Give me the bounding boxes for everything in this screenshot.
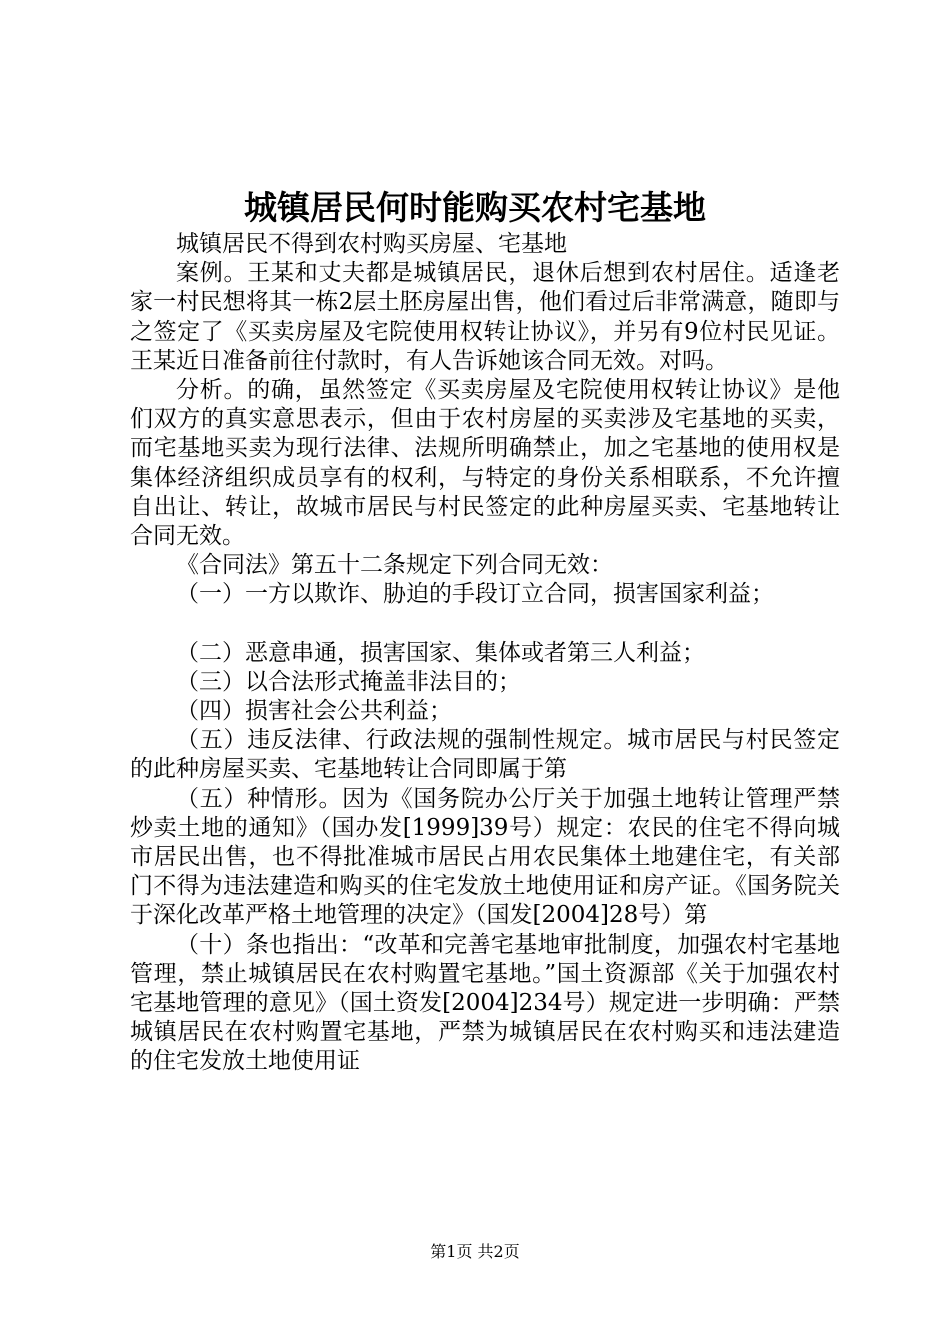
paragraph-analysis: 分析。的确，虽然签定《买卖房屋及宅院使用权转让协议》是他们双方的真实意思表示，但由于农村房屋的买卖涉及宅基地的买卖，而宅基地买卖为现行法律、法规所明确禁止，加之宅基地的使用权是集体经济组织成员享有的权利，与特定的身份关系相联系，不允许擅自出让、转让，故城市居民与村民签定的此种房屋买卖、宅基地转让合同无效。 <box>130 377 840 550</box>
page-footer: 第1页 共2页 <box>430 1242 520 1261</box>
document-body <box>130 230 840 1077</box>
paragraph-item-5: （五）违反法律、行政法规的强制性规定。城市居民与村民签定的此种房屋买卖、宅基地转让合同即属于第 <box>130 727 840 783</box>
paragraph-land-ministry: （十）条也指出：“改革和完善宅基地审批制度，加强农村宅基地管理，禁止城镇居民在农村购置宅基地。”国土资源部《关于加强农村宅基地管理的意见》（国土资发[2004]234号）规定进一步明确：严禁城镇居民在农村购置宅基地，严禁为城镇居民在农村购买和违法建造的住宅发放土地使用证 <box>130 931 840 1075</box>
paragraph-item-3: （三）以合法形式掩盖非法目的； <box>176 668 521 695</box>
paragraph-contract-law: 《合同法》第五十二条规定下列合同无效： <box>176 552 613 579</box>
paragraph-case: 案例。王某和丈夫都是城镇居民，退休后想到农村居住。适逢老家一村民想将其一栋2层土胚房屋出售，他们看过后非常满意，随即与之签定了《买卖房屋及宅院使用权转让协议》，并另有9位村民见证。王某近日准备前往付款时，有人告诉她该合同无效。对吗。 <box>130 260 840 374</box>
document-title: 城镇居民何时能购买农村宅基地 <box>244 188 706 227</box>
paragraph-item-4: （四）损害社会公共利益； <box>176 698 452 725</box>
paragraph-state-council: （五）种情形。因为《国务院办公厅关于加强土地转让管理严禁炒卖土地的通知》（国办发[1999]39号）规定：农民的住宅不得向城市居民出售，也不得批准城市居民占用农民集体土地建住宅，有关部门不得为违法建造和购买的住宅发放土地使用证和房产证。《国务院关于深化改革严格土地管理的决定》（国发[2004]28号）第 <box>130 785 840 929</box>
paragraph-item-2: （二）恶意串通，损害国家、集体或者第三人利益； <box>176 639 705 666</box>
paragraph-item-1: （一）一方以欺诈、胁迫的手段订立合同，损害国家利益； <box>176 581 774 608</box>
paragraph-subtitle: 城镇居民不得到农村购买房屋、宅基地 <box>176 231 567 257</box>
